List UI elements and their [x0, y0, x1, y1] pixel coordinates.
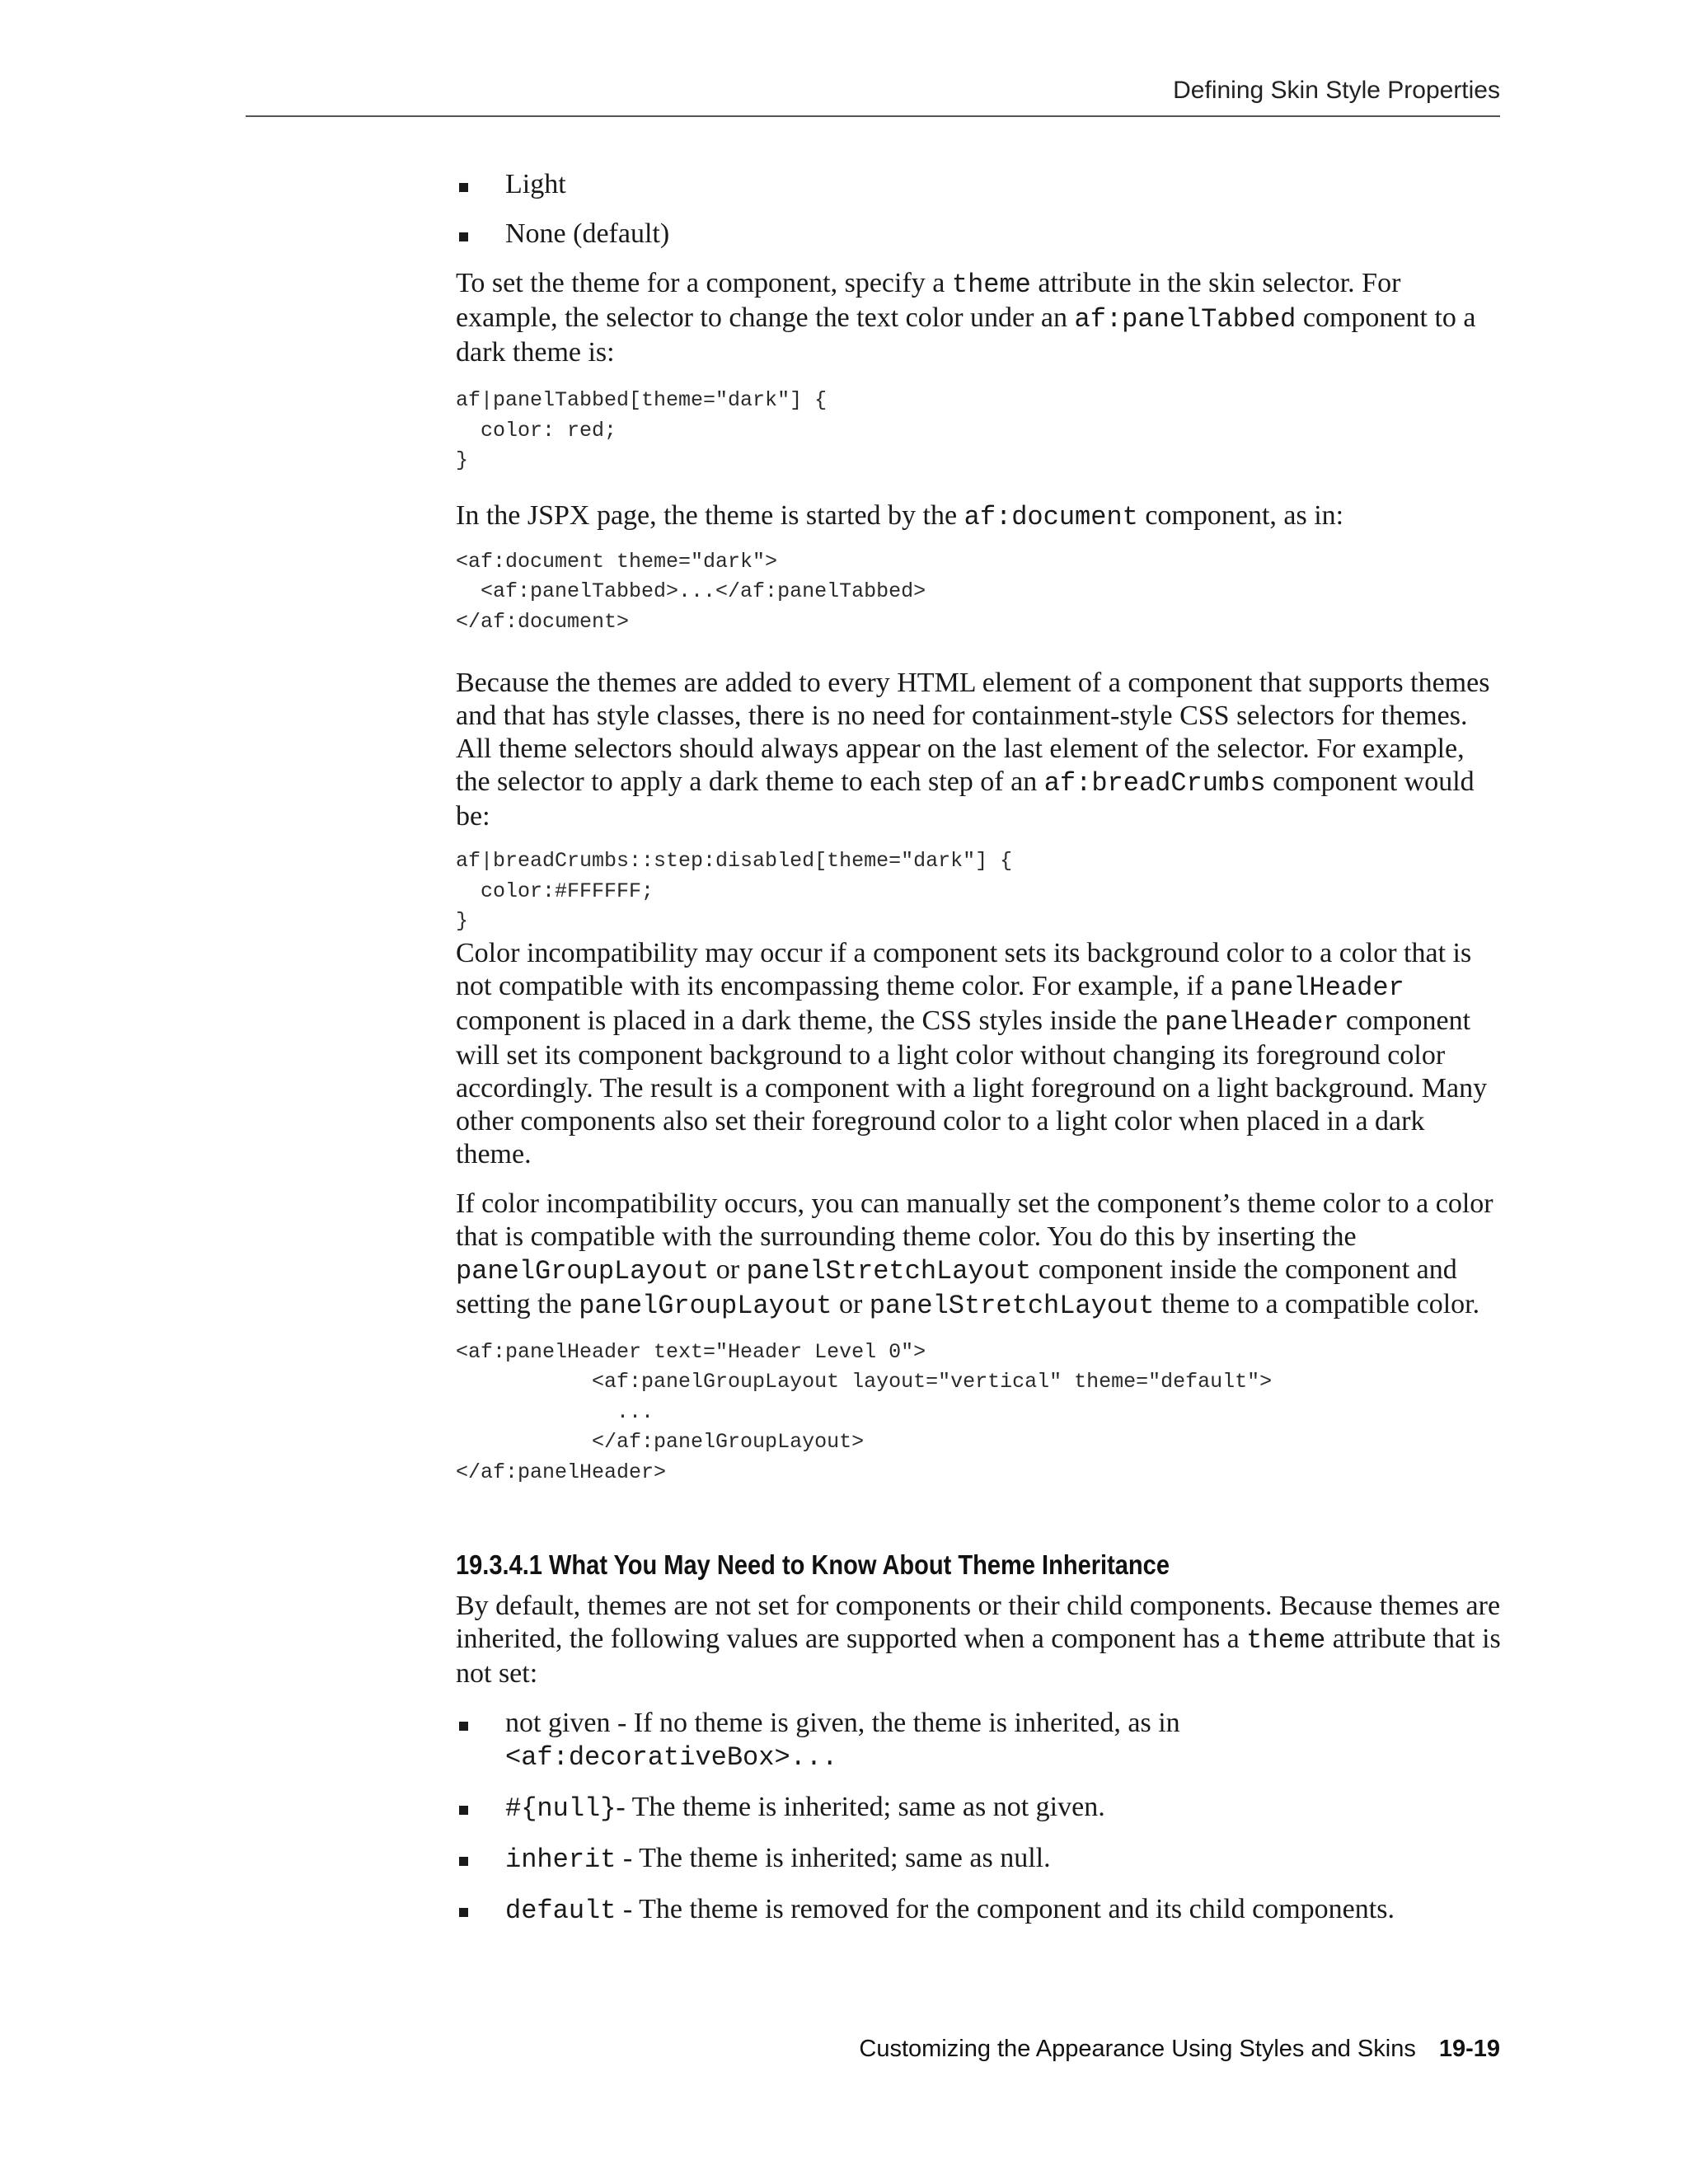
square-bullet-icon: [459, 1908, 468, 1917]
list-item: not given - If no theme is given, the theme is inherited, as in <af:decorativeBox>...: [456, 1707, 1503, 1774]
list-item: default - The theme is removed for the component and its child components.: [456, 1893, 1503, 1928]
paragraph-jspx: In the JSPX page, the theme is started by the af:document component, as in:: [456, 499, 1344, 532]
section-heading: 19.3.4.1 What You May Need to Know About Theme Inheritance: [456, 1549, 1170, 1580]
code-block-theme-selector: af|panelTabbed[theme="dark"] { color: red; }: [456, 388, 828, 472]
theme-options-list: [456, 168, 1503, 251]
code-block-breadcrumbs: af|breadCrumbs::step:disabled[theme="dark"] { color:#FFFFFF; }: [456, 849, 1013, 933]
running-header: [246, 73, 1500, 117]
running-title: Defining Skin Style Properties: [1173, 77, 1500, 104]
page-content: [456, 168, 1503, 1928]
list-item: Light: [456, 168, 1503, 201]
paragraph-color-incompatibility: Color incompatibility may occur if a component sets its background color to a color that is not compatible with its encompassing theme color. For example, if a panelHeader component is placed in a dark theme, the CSS styles inside the panelHeader component will set its component background to a light color without changing its foreground color accordingly. The result is a component with a light foreground on a light background. Many other components also set their foreground color to a light color when placed in a dark theme.: [456, 937, 1488, 1169]
paragraph-if-incompatibility: If color incompatibility occurs, you can manually set the component’s theme color to a color that is compatible with the surrounding theme color. You do this by inserting the panelGroupLayout or panelStretchLayout component inside the component and setting the panelGroupLayout or panelStretchLayout theme to a compatible color.: [456, 1188, 1493, 1321]
code-block-document-theme: <af:document theme="dark"> <af:panelTabbed>...</af:panelTabbed> </af:document>: [456, 549, 926, 634]
page-number: 19-19: [1438, 2036, 1500, 2062]
square-bullet-icon: [459, 1806, 468, 1815]
square-bullet-icon: [459, 1722, 468, 1731]
list-item: inherit - The theme is inherited; same as null.: [456, 1842, 1503, 1877]
list-item: None (default): [456, 218, 1503, 251]
list-item: #{null}- The theme is inherited; same as not given.: [456, 1791, 1503, 1825]
square-bullet-icon: [459, 232, 468, 241]
code-block-panel-header: <af:panelHeader text="Header Level 0"> <af:panelGroupLayout layout="vertical" theme="default"> ... </af:panelGroupLayout> </af:panelHeader>: [456, 1339, 1273, 1484]
footer-chapter-title: Customizing the Appearance Using Styles and Skins: [859, 2036, 1416, 2062]
page-footer: [859, 2032, 1500, 2065]
paragraph-theme-inheritance: By default, themes are not set for components or their child components. Because themes are inherited, the following values are supported when a component has a theme attribute that is not set:: [456, 1591, 1501, 1689]
paragraph-because: Because the themes are added to every HTML element of a component that supports themes and that has style classes, there is no need for containment-style CSS selectors for themes. All theme selectors should always appear on the last element of the selector. For example, the selector to apply a dark theme to each step of an af:breadCrumbs component would be:: [456, 668, 1490, 832]
paragraph-set-theme: To set the theme for a component, specify a theme attribute in the skin selector. For example, the selector to change the text color under an af:panelTabbed component to a dark theme is:: [456, 268, 1476, 368]
square-bullet-icon: [459, 1857, 468, 1866]
square-bullet-icon: [459, 183, 468, 192]
inheritance-values-list: [456, 1707, 1503, 1928]
